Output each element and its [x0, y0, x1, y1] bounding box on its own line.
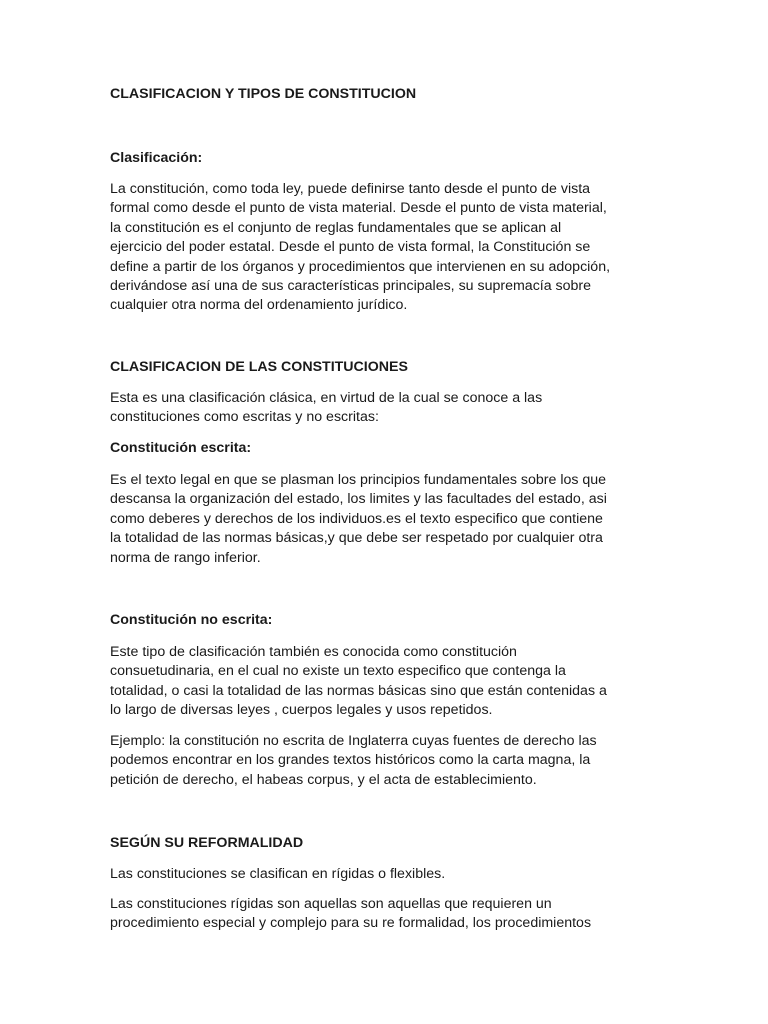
paragraph-constituciones-rigidas [110, 895, 670, 934]
paragraph-constitucion-no-escrita [110, 643, 670, 721]
text-line: ejercicio del poder estatal. Desde el punto de vista formal, la Constitución se [110, 239, 591, 256]
text-line: La constitución, como toda ley, puede definirse tanto desde el punto de vista [110, 181, 591, 197]
text-line: define a partir de los órganos y procedimientos que intervienen en su adopción, [110, 258, 611, 275]
text-line: la totalidad de las normas básicas,y que debe ser respetado por cualquier otra [110, 530, 603, 547]
text-line: la constitución es el conjunto de reglas fundamentales que se aplican al [110, 219, 562, 236]
text-line: lo largo de diversas leyes , cuerpos legales y usos repetidos. [110, 702, 493, 719]
section-heading-reformalidad: SEGÚN SU REFORMALIDAD [110, 835, 304, 851]
section-heading-clasificacion-constituciones: CLASIFICACION DE LAS CONSTITUCIONES [110, 359, 408, 375]
text-line: descansa la organización del estado, los limites y las facultades del estado, asi [110, 491, 607, 508]
text-line: podemos encontrar en los grandes textos históricos como la carta magna, la [110, 752, 591, 769]
paragraph-clasificacion [110, 180, 670, 316]
section-heading-constitucion-no-escrita: Constitución no escrita: [110, 612, 273, 628]
text-line: Esta es una clasificación clásica, en virtud de la cual se conoce a las [110, 390, 543, 406]
text-line: Las constituciones se clasifican en rígidas o flexibles. [110, 866, 446, 882]
text-line: Este tipo de clasificación también es conocida como constitución [110, 644, 517, 660]
section-heading-constitucion-escrita: Constitución escrita: [110, 440, 252, 456]
text-line: como deberes y derechos de los individuos.es el texto especifico que contiene [110, 510, 603, 527]
paragraph-reformalidad-intro [110, 865, 670, 884]
text-line: procedimiento especial y complejo para su re formalidad, los procedimientos [110, 915, 592, 932]
text-line: formal como desde el punto de vista material. Desde el punto de vista material, [110, 200, 607, 217]
section-heading-clasificacion: Clasificación: [110, 150, 203, 166]
text-line: totalidad, o casi la totalidad de las normas básicas sino que están contenidas a [110, 682, 607, 699]
text-line: cualquier otra norma del ordenamiento jurídico. [110, 297, 408, 314]
text-line: norma de rango inferior. [110, 549, 261, 566]
text-line: Ejemplo: la constitución no escrita de Inglaterra cuyas fuentes de derecho las [110, 733, 597, 749]
paragraph-ejemplo [110, 732, 670, 790]
text-line: derivándose así una de sus características principales, su supremacía sobre [110, 278, 592, 295]
paragraph-constitucion-escrita [110, 471, 670, 568]
text-line: constituciones como escritas y no escritas: [110, 409, 379, 426]
document-title: CLASIFICACION Y TIPOS DE CONSTITUCION [110, 86, 417, 102]
text-line: consuetudinaria, en el cual no existe un texto especifico que contenga la [110, 663, 566, 680]
text-line: petición de derecho, el habeas corpus, y el acta de establecimiento. [110, 771, 537, 788]
paragraph-clasificacion-constituciones [110, 389, 670, 428]
text-line: Las constituciones rígidas son aquellas son aquellas que requieren un [110, 896, 552, 912]
text-line: Es el texto legal en que se plasman los principios fundamentales sobre los que [110, 472, 607, 488]
